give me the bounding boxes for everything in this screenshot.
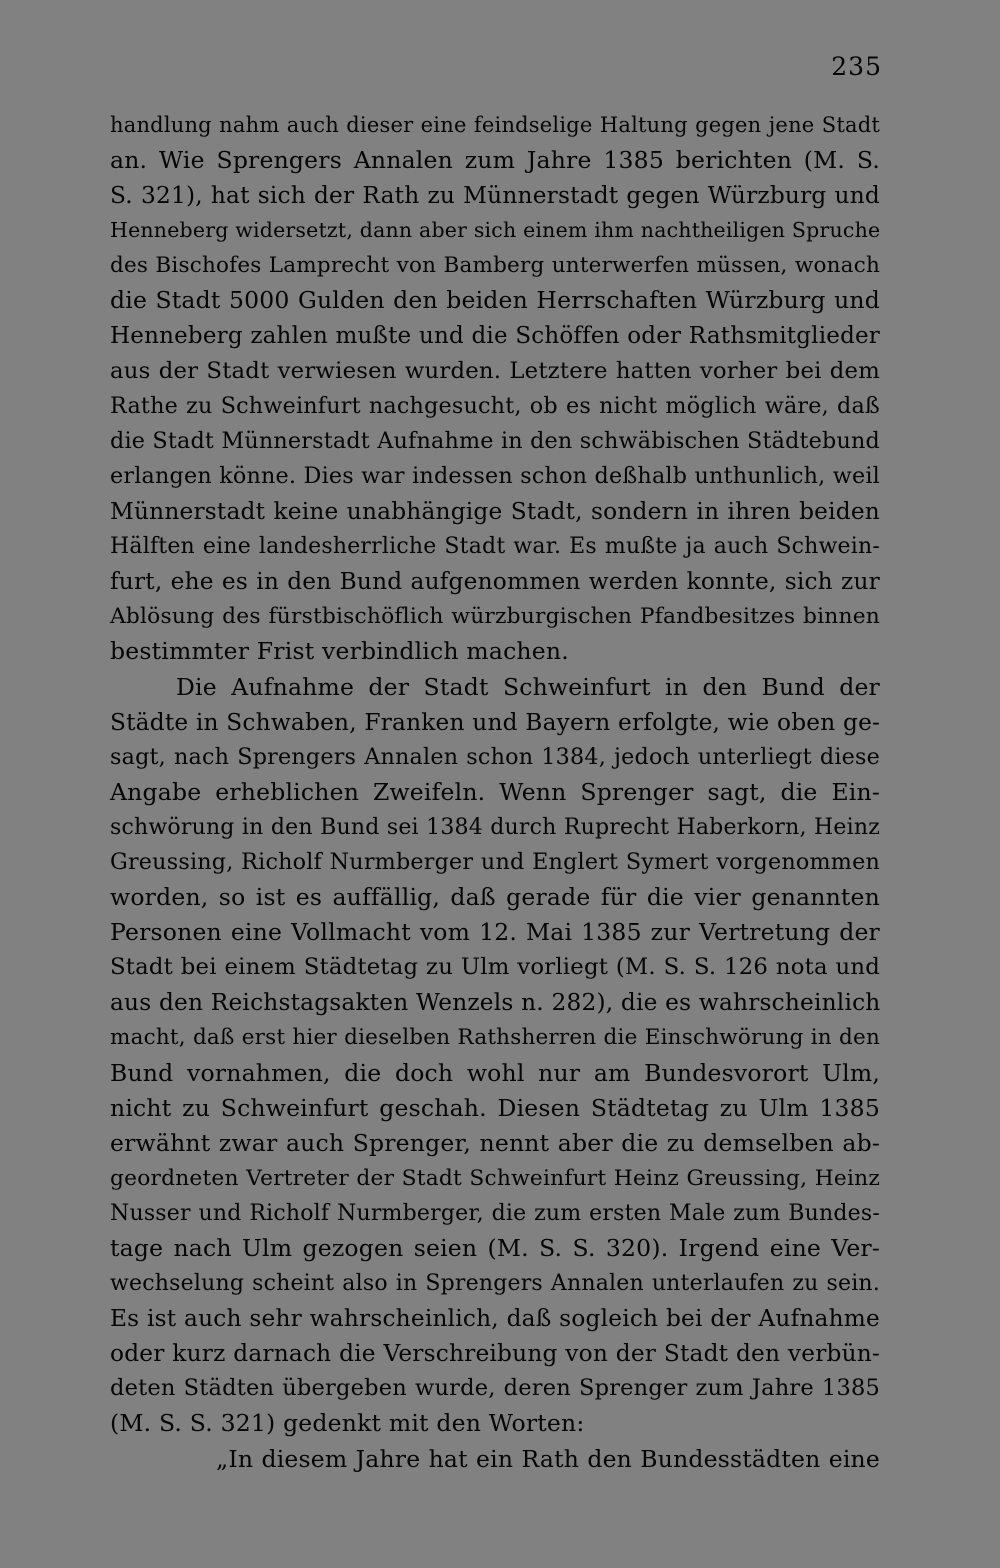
text-line: bestimmter Frist verbindlich machen. — [110, 637, 569, 666]
page-number: 235 — [831, 52, 882, 81]
text-line: Angabe erheblichen Zweifeln. Wenn Sprenger sagt, die Ein- — [110, 777, 880, 806]
text-line: oder kurz darnach die Verschreibung von der Stadt den verbün- — [110, 1340, 880, 1368]
text-line: wechselung scheint also in Sprengers Annalen unterlaufen zu sein. — [110, 1271, 880, 1297]
text-line: Stadt bei einem Städtetag zu Ulm vorliegt (M. S. S. 126 nota und — [110, 954, 880, 981]
text-line: furt, ehe es in den Bund aufgenommen werden konnte, sich zur — [110, 568, 880, 596]
text-line: Ablösung des fürstbischöflich würzburgischen Pfandbesitzes binnen — [110, 604, 880, 630]
paragraph-2 — [110, 670, 880, 1442]
text-line: Es ist auch sehr wahrscheinlich, daß sogleich bei der Aufnahme — [110, 1305, 880, 1333]
text-line: handlung nahm auch dieser eine feindselige Haltung gegen jene Stadt — [110, 113, 880, 137]
text-line: geordneten Vertreter der Stadt Schweinfurt Heinz Greussing, Heinz — [110, 1165, 880, 1191]
text-line: schwörung in den Bund sei 1384 durch Ruprecht Haberkorn, Heinz — [110, 814, 880, 840]
text-line: nicht zu Schweinfurt geschah. Diesen Städtetag zu Ulm 1385 — [110, 1093, 880, 1122]
text-line: „In diesem Jahre hat ein Rath den Bundesstädten eine — [216, 1444, 880, 1473]
text-line: erlangen könne. Dies war indessen schon deßhalb unthunlich, weil — [110, 462, 880, 489]
text-line: (M. S. S. 321) gedenkt mit den Worten: — [110, 1409, 585, 1438]
text-line: Hälften eine landesherrliche Stadt war. Es mußte ja auch Schwein- — [110, 534, 880, 560]
text-line: erwähnt zwar auch Sprenger, nennt aber die zu demselben ab- — [110, 1128, 880, 1157]
paragraph-1 — [110, 108, 880, 670]
text-line: worden, so ist es auffällig, daß gerade für die vier genannten — [110, 883, 880, 912]
text-line: Städte in Schwaben, Franken und Bayern erfolgte, wie oben ge- — [110, 708, 881, 736]
text-line: Münnerstadt keine unabhängige Stadt, sondern in ihren beiden — [110, 498, 880, 526]
text-line: S. 321), hat sich der Rath zu Münnerstadt gegen Würzburg und — [110, 182, 880, 210]
quotation — [110, 1442, 880, 1477]
text-line: an. Wie Sprengers Annalen zum Jahre 1385 berichten (M. S. — [110, 146, 880, 175]
text-line: aus der Stadt verwiesen wurden. Letztere hatten vorher bei dem — [110, 357, 880, 384]
text-line: die Stadt 5000 Gulden den beiden Herrschaften Würzburg und — [110, 286, 880, 315]
text-line: Personen eine Vollmacht vom 12. Mai 1385 zur Vertretung der — [110, 918, 880, 947]
text-line: Henneberg widersetzt, dann aber sich einem ihm nachtheiligen Spruche — [110, 218, 881, 243]
text-line: tage nach Ulm gezogen seien (M. S. S. 320). Irgend eine Ver- — [110, 1234, 880, 1262]
text-line: Henneberg zahlen mußte und die Schöffen oder Rathsmitglieder — [110, 322, 880, 349]
text-line: Die Aufnahme der Stadt Schweinfurt in den Bund der — [176, 672, 880, 701]
text-line: des Bischofes Lamprecht von Bamberg unterwerfen müssen, wonach — [110, 253, 880, 279]
text-line: deten Städten übergeben wurde, deren Sprenger zum Jahre 1385 — [110, 1375, 880, 1402]
text-line: die Stadt Münnerstadt Aufnahme in den schwäbischen Städtebund — [110, 427, 880, 454]
text-line: Nusser und Richolf Nurmberger, die zum ersten Male zum Bundes- — [110, 1200, 880, 1226]
body-text — [110, 108, 880, 1477]
text-line: Rathe zu Schweinfurt nachgesucht, ob es nicht möglich wäre, daß — [110, 392, 880, 419]
text-line: sagt, nach Sprengers Annalen schon 1384, jedoch unterliegt diese — [110, 743, 880, 770]
text-line: Bund vornahmen, die doch wohl nur am Bundesvorort Ulm, — [110, 1058, 880, 1087]
text-line: Greussing, Richolf Nurmberger und Englert Symert vorgenommen — [110, 848, 880, 875]
text-line: aus den Reichstagsakten Wenzels n. 282), die es wahrscheinlich — [110, 989, 881, 1017]
text-line: macht, daß erst hier dieselben Rathsherren die Einschwörung in den — [110, 1025, 880, 1051]
